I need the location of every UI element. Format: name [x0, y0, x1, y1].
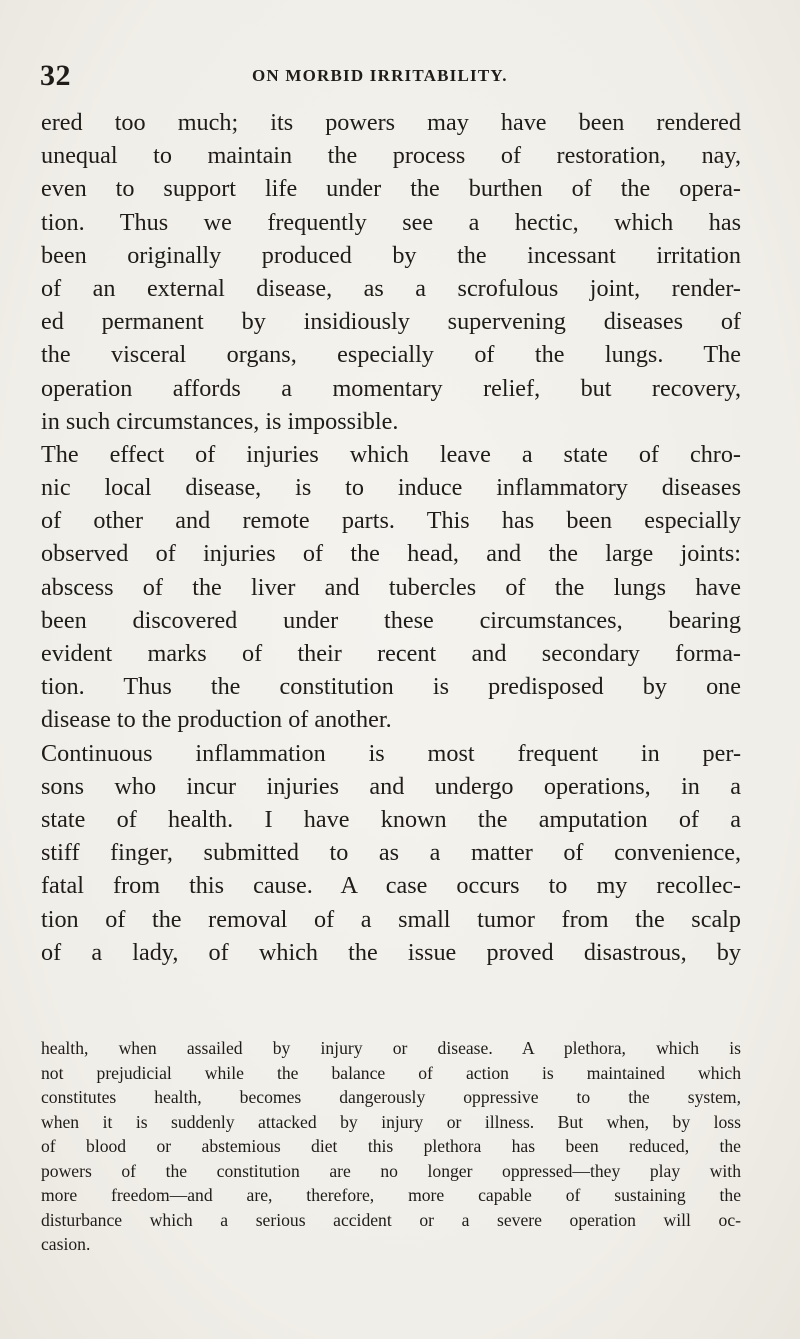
text-line: of other and remote parts. This has been especially [41, 507, 741, 535]
text-line: fatal from this cause. A case occurs to my recollec- [41, 872, 741, 900]
text-line: The effect of injuries which leave a state of chro- [41, 440, 741, 468]
footnote-line: health, when assailed by injury or disease. A plethora, which is [41, 1038, 741, 1058]
text-line: been originally produced by the incessant irritation [41, 241, 741, 269]
footnote-line: casion. [41, 1234, 91, 1254]
text-line: sons who incur injuries and undergo operations, in a [41, 772, 741, 800]
text-line: unequal to maintain the process of restoration, nay, [41, 142, 741, 170]
text-line: the visceral organs, especially of the lungs. The [41, 341, 741, 369]
text-line: ered too much; its powers may have been rendered [41, 109, 741, 136]
footnote-line: disturbance which a serious accident or a severe operation will oc- [41, 1209, 741, 1230]
text-line: of an external disease, as a scrofulous joint, render- [41, 274, 741, 302]
footnote-line: when it is suddenly attacked by injury or illness. But when, by loss [41, 1111, 741, 1132]
text-line: of a lady, of which the issue proved disastrous, by [41, 938, 741, 966]
text-line: stiff finger, submitted to as a matter of convenience, [41, 839, 741, 867]
text-line: observed of injuries of the head, and the large joints: [41, 540, 741, 568]
text-line: evident marks of their recent and secondary forma- [41, 640, 741, 667]
running-head [40, 60, 740, 92]
text-line: been discovered under these circumstances, bearing [41, 606, 741, 634]
text-line: tion. Thus we frequently see a hectic, which has [41, 208, 741, 236]
text-line: Continuous inflammation is most frequent in per- [41, 739, 741, 767]
text-line: abscess of the liver and tubercles of the lungs have [41, 573, 741, 601]
text-line: operation affords a momentary relief, but recovery, [41, 374, 741, 402]
text-line: tion. Thus the constitution is predisposed by one [41, 673, 741, 701]
footnote-line: constitutes health, becomes dangerously oppressive to the system, [41, 1087, 741, 1107]
text-line: tion of the removal of a small tumor from the scalp [41, 905, 741, 933]
running-title: ON MORBID IRRITABILITY. [252, 66, 508, 85]
footnote-line: of blood or abstemious diet this plethora has been reduced, the [41, 1136, 741, 1156]
text-line: even to support life under the burthen of the opera- [41, 175, 741, 203]
footnote-line: powers of the constitution are no longer oppressed—they play with [41, 1160, 741, 1181]
footnote [41, 1036, 741, 1257]
footnote-line: not prejudicial while the balance of action is maintained which [41, 1062, 741, 1083]
text-line: in such circumstances, is impossible. [41, 407, 399, 435]
text-line: disease to the production of another. [41, 706, 392, 734]
page-number: 32 [40, 59, 71, 92]
text-line: state of health. I have known the amputation of a [41, 805, 741, 833]
footnote-line: more freedom—and are, therefore, more capable of sustaining the [41, 1185, 741, 1205]
text-line: ed permanent by insidiously supervening diseases of [41, 308, 741, 336]
main-text [41, 106, 741, 969]
text-line: nic local disease, is to induce inflammatory diseases [41, 474, 741, 502]
